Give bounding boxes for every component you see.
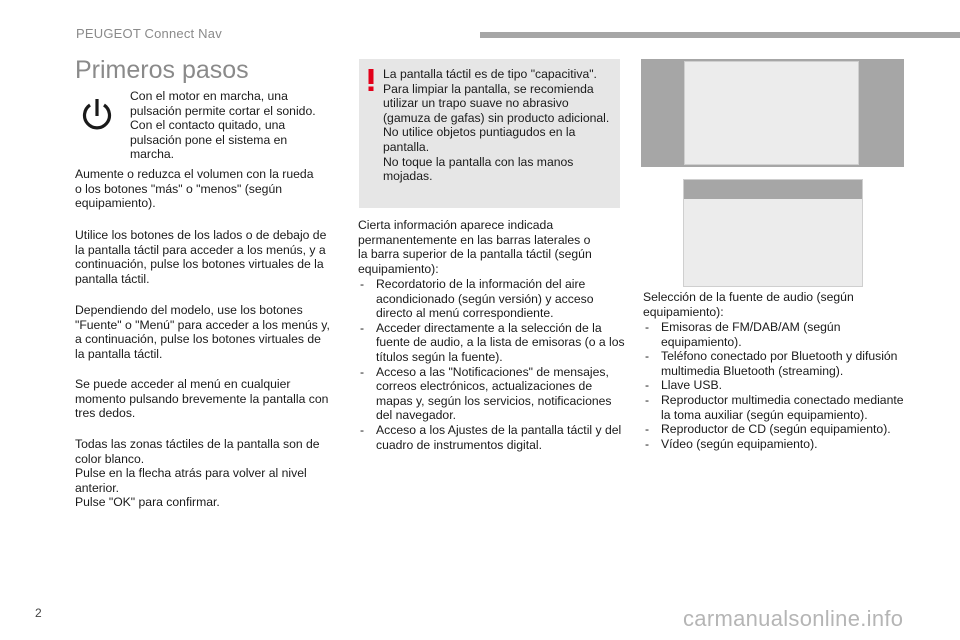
- warning-text: La pantalla táctil es de tipo "capacitiva". Para limpiar la pantalla, se recomienda utilizar un trapo suave no abrasivo (gamuza de gafas) sin producto adicional. No utilice objetos puntiagudos en la pantalla. No toque la pantalla con las manos mojadas.: [383, 67, 610, 184]
- screen-top-bar: [684, 180, 862, 199]
- page-title: Primeros pasos: [75, 56, 249, 84]
- list-item: - Reproductor de CD (según equipamiento).: [643, 422, 913, 437]
- screen-illustration-top-bar: [683, 179, 863, 287]
- header-title: PEUGEOT Connect Nav: [76, 26, 222, 41]
- header-bar: [480, 32, 960, 38]
- power-icon: [80, 96, 114, 134]
- audio-source-list: [643, 320, 913, 451]
- source-menu-paragraph: Dependiendo del modelo, use los botones "Fuente" o "Menú" para acceder a los menús y, a continuación, pulse los botones virtuales de la pantalla táctil.: [75, 303, 330, 361]
- audio-source-intro: Selección de la fuente de audio (según equipamiento):: [643, 290, 854, 319]
- info-bars-intro: Cierta información aparece indicada permanentemente en las barras laterales o la barra superior de la pantalla táctil (según equipamiento):: [358, 218, 592, 276]
- list-item: - Acceso a los Ajustes de la pantalla táctil y del cuadro de instrumentos digital.: [358, 423, 628, 452]
- three-finger-paragraph: Se puede acceder al menú en cualquier momento pulsando brevemente la pantalla con tres dedos.: [75, 377, 329, 421]
- page-number: 2: [35, 606, 42, 620]
- list-item: - Reproductor multimedia conectado mediante la toma auxiliar (según equipamiento).: [643, 393, 913, 422]
- list-item: - Llave USB.: [643, 378, 913, 393]
- screen-center-area: [684, 61, 859, 165]
- list-item: - Acceder directamente a la selección de la fuente de audio, a la lista de emisoras (o a los títulos según la fuente).: [358, 321, 628, 365]
- exclamation-icon: [367, 69, 375, 91]
- watermark: carmanualsonline.info: [683, 606, 904, 631]
- list-item: - Vídeo (según equipamiento).: [643, 437, 913, 452]
- power-button-description: Con el motor en marcha, una pulsación permite cortar el sonido. Con el contacto quitado, una pulsación pone el sistema en marcha.: [130, 89, 316, 162]
- touch-zones-paragraph: Todas las zonas táctiles de la pantalla son de color blanco. Pulse en la flecha atrás para volver al nivel anterior. Pulse "OK" para confirmar.: [75, 437, 320, 510]
- info-bars-list: [358, 277, 628, 452]
- list-item: - Recordatorio de la información del aire acondicionado (según versión) y acceso directo al menú correspondiente.: [358, 277, 628, 321]
- warning-box: [359, 59, 620, 208]
- list-item: - Emisoras de FM/DAB/AM (según equipamiento).: [643, 320, 913, 349]
- side-buttons-paragraph: Utilice los botones de los lados o de debajo de la pantalla táctil para acceder a los menús, y a continuación, pulse los botones virtuales de la pantalla táctil.: [75, 228, 327, 286]
- volume-paragraph: Aumente o reduzca el volumen con la rueda o los botones "más" o "menos" (según equipamiento).: [75, 167, 314, 211]
- screen-illustration-side-bars: [641, 59, 904, 167]
- list-item: - Acceso a las "Notificaciones" de mensajes, correos electrónicos, actualizaciones de mapas y, según los servicios, notificaciones del navegador.: [358, 365, 628, 423]
- list-item: - Teléfono conectado por Bluetooth y difusión multimedia Bluetooth (streaming).: [643, 349, 913, 378]
